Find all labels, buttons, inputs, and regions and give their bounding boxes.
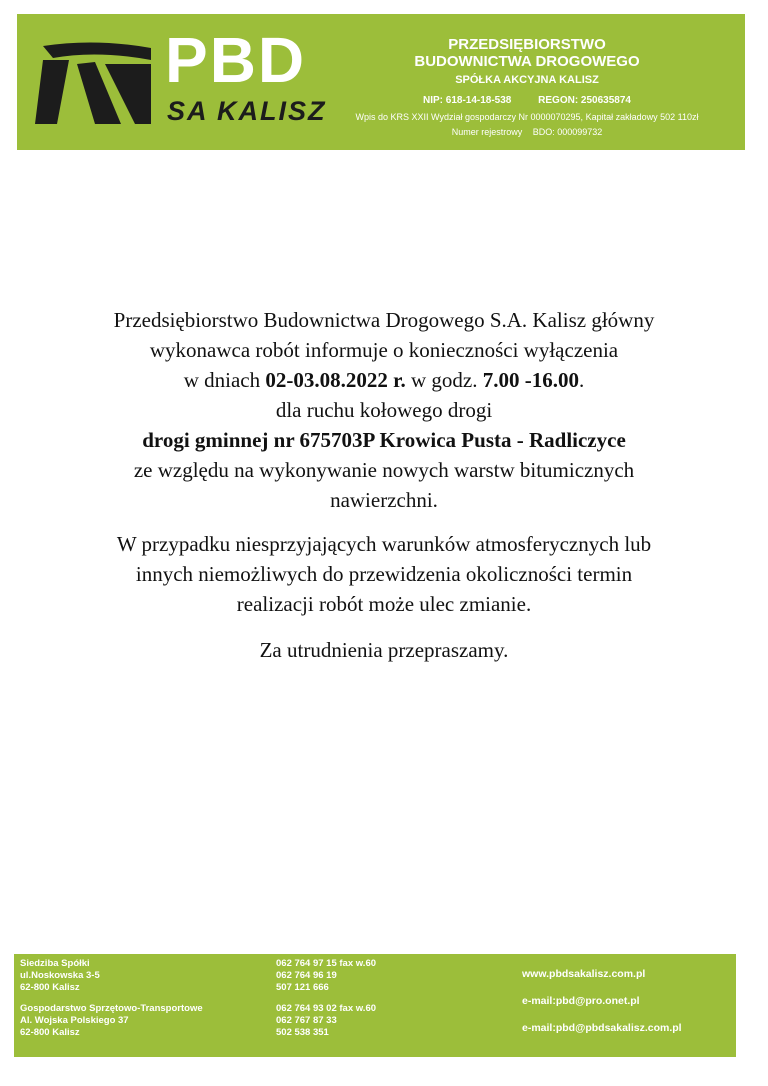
hq-title: Siedziba Spółki (20, 958, 90, 969)
notice-line: innych niemożliwych do przewidzenia okoliczności termin (135, 562, 633, 586)
footer (14, 954, 736, 1057)
regon-number: REGON: 250635874 (538, 95, 631, 106)
registration-label: Numer rejestrowy (451, 127, 523, 137)
depot-city: 62-800 Kalisz (20, 1027, 80, 1038)
phone-number: 502 538 351 (276, 1027, 329, 1038)
company-ids (317, 94, 737, 108)
apology: Za utrudnienia przepraszamy. (259, 638, 509, 662)
notice-line: Przedsiębiorstwo Budownictwa Drogowego S.A. Kalisz główny (113, 308, 655, 332)
road-name: drogi gminnej nr 675703P Krowica Pusta - Radliczyce (142, 428, 626, 452)
notice-line: nawierzchni. (330, 488, 438, 512)
email-link[interactable]: e-mail:pbd@pro.onet.pl (522, 995, 640, 1007)
email-link[interactable]: e-mail:pbd@pbdsakalisz.com.pl (522, 1022, 682, 1034)
company-name-line1: PRZEDSIĘBIORSTWO (448, 36, 606, 53)
footer-phones (276, 958, 376, 1039)
notice-paragraph-1 (60, 305, 708, 515)
depot-title: Gospodarstwo Sprzętowo-Transportowe (20, 1003, 203, 1014)
logo-text: PBD (165, 24, 307, 96)
nip-number: NIP: 618-14-18-538 (422, 95, 512, 106)
phone-number: 062 764 96 19 (276, 970, 337, 981)
hq-city: 62-800 Kalisz (20, 982, 80, 993)
notice-line: W przypadku niesprzyjających warunków atmosferycznych lub (116, 532, 652, 556)
phone-number: 062 764 93 02 fax w.60 (276, 1003, 377, 1014)
notice-body (60, 305, 708, 665)
company-name-line2: BUDOWNICTWA DROGOWEGO (414, 53, 640, 70)
footer-contacts (522, 968, 682, 1034)
logo-subtitle: SA KALISZ (167, 96, 327, 126)
depot-street: Al. Wojska Polskiego 37 (20, 1015, 129, 1026)
registration (317, 126, 737, 139)
notice-line: wykonawca robót informuje o konieczności wyłączenia (149, 338, 619, 362)
notice-line: realizacji robót może ulec zmianie. (236, 592, 532, 616)
phone-number: 062 764 97 15 fax w.60 (276, 958, 377, 969)
notice-line: dla ruchu kołowego drogi (275, 398, 493, 422)
notice-line: w godz. (405, 368, 483, 392)
hq-street: ul.Noskowska 3-5 (20, 970, 100, 981)
krs-entry: Wpis do KRS XXII Wydział gospodarczy Nr 0000070295, Kapitał zakładowy 502 110zł (355, 112, 699, 122)
notice-line: . (579, 368, 585, 392)
notice-line: w dniach (183, 368, 266, 392)
footer-addresses (20, 958, 203, 1039)
company-name-line3: SPÓŁKA AKCYJNA KALISZ (455, 74, 599, 86)
notice-line: ze względu na wykonywanie nowych warstw bitumicznych (133, 458, 635, 482)
closure-hours: 7.00 -16.00 (482, 368, 580, 392)
notice-paragraph-2 (60, 529, 708, 619)
phone-number: 062 767 87 33 (276, 1015, 337, 1026)
phone-number: 507 121 666 (276, 982, 329, 993)
road-logo-icon (35, 38, 153, 124)
closure-dates: 02-03.08.2022 r. (265, 368, 406, 392)
letterhead (17, 14, 745, 150)
bdo-number: BDO: 000099732 (532, 127, 603, 137)
company-info (317, 36, 737, 139)
website-link[interactable]: www.pbdsakalisz.com.pl (522, 968, 646, 980)
